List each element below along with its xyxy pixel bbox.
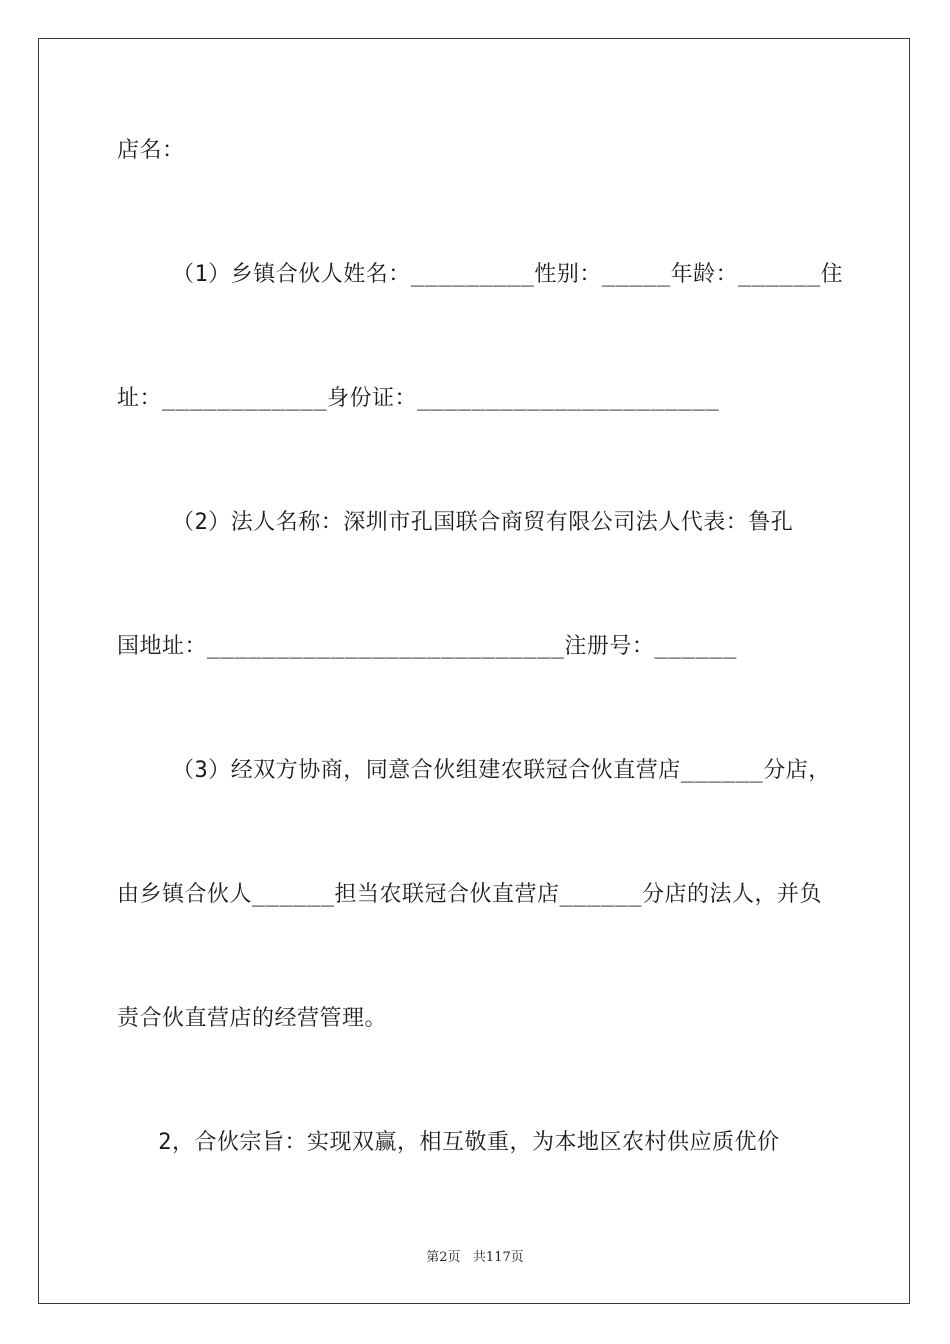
text-line-legal-person: 由乡镇合伙人______担当农联冠合伙直营店______分店的法人，并负	[117, 882, 822, 907]
text-line-shop-name: 店名：	[117, 138, 185, 163]
text-line-agreement: （3）经双方协商，同意合伙组建农联冠合伙直营店______分店，	[117, 758, 831, 783]
text-line-entity-address: 国地址：__________________________注册号：______	[117, 634, 737, 659]
text-line-legal-entity: （2）法人名称：深圳市孔国联合商贸有限公司法人代表：鲁孔	[117, 510, 794, 535]
page-number: 第2页	[426, 1250, 461, 1265]
page-footer	[0, 1246, 950, 1265]
text-line-address-id: 址：____________身份证：______________________	[117, 386, 720, 411]
text-line-purpose: 2，合伙宗旨：实现双赢，相互敬重，为本地区农村供应质优价	[117, 1130, 780, 1155]
text-line-partner-name: （1）乡镇合伙人姓名：_________性别：_____年龄：______住	[117, 262, 844, 287]
page-total: 共117页	[472, 1250, 524, 1265]
text-line-management: 责合伙直营店的经营管理。	[117, 1006, 388, 1031]
page-border	[38, 38, 910, 1304]
